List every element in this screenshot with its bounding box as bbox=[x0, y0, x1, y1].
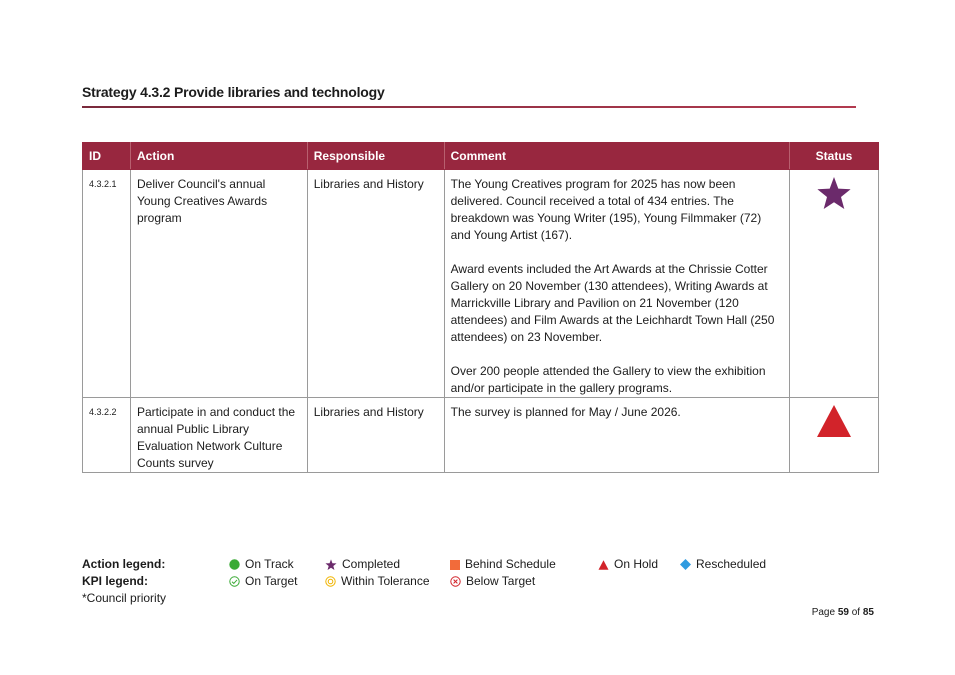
action-legend-label: Action legend: bbox=[82, 557, 166, 571]
legend-behind-schedule bbox=[450, 556, 556, 573]
current-page: 59 bbox=[837, 607, 849, 618]
legend-item-label: On Hold bbox=[614, 557, 659, 571]
row-comment bbox=[444, 170, 789, 398]
row-action: Deliver Council's annual Young Creatives Awards program bbox=[130, 170, 307, 398]
row-status bbox=[790, 398, 879, 473]
comment-paragraph: Over 200 people attended the Gallery to view the exhibition and/or participate in the gallery programs. bbox=[450, 364, 766, 395]
title-divider bbox=[82, 106, 856, 108]
row-status bbox=[790, 170, 879, 398]
table-header-row bbox=[83, 143, 879, 170]
legend-completed bbox=[325, 556, 400, 573]
strategy-title: Strategy 4.3.2 Provide libraries and technology bbox=[82, 84, 385, 100]
legend-on-hold bbox=[598, 556, 658, 573]
legend-item-label: Below Target bbox=[466, 574, 536, 588]
page-prefix: Page bbox=[811, 607, 836, 618]
legend-rescheduled bbox=[680, 556, 766, 573]
actions-table bbox=[82, 142, 879, 473]
legend-item-label: Rescheduled bbox=[696, 557, 767, 571]
comment-paragraph: The Young Creatives program for 2025 has now been delivered. Council received a total of 434 entries. The breakdown was Young Writer (195), Young Filmmaker (72) and Young Artist (167). bbox=[450, 177, 762, 242]
row-id: 4.3.2.2 bbox=[83, 398, 131, 473]
header-comment: Comment bbox=[444, 143, 789, 170]
row-id: 4.3.2.1 bbox=[83, 170, 131, 398]
row-action: Participate in and conduct the annual Public Library Evaluation Network Culture Counts survey bbox=[130, 398, 307, 473]
check-circle-icon bbox=[229, 576, 240, 587]
triangle-icon bbox=[816, 404, 852, 438]
legend-item-label: Within Tolerance bbox=[341, 574, 430, 588]
green-circle-icon bbox=[229, 559, 240, 570]
legend-on-target bbox=[229, 573, 297, 590]
row-comment bbox=[444, 398, 789, 473]
page-of: of bbox=[851, 607, 861, 618]
kpi-legend-label: KPI legend: bbox=[82, 574, 149, 588]
legend-item-label: Behind Schedule bbox=[465, 557, 556, 571]
council-priority-note: *Council priority bbox=[82, 591, 167, 605]
total-pages: 85 bbox=[862, 607, 874, 618]
row-responsible: Libraries and History bbox=[307, 398, 444, 473]
page-number bbox=[812, 607, 874, 618]
header-status: Status bbox=[790, 143, 879, 170]
comment-paragraph: The survey is planned for May / June 2026. bbox=[450, 405, 681, 419]
legend-on-track bbox=[229, 556, 294, 573]
star-icon bbox=[325, 559, 337, 571]
header-responsible: Responsible bbox=[307, 143, 444, 170]
legend-within-tolerance bbox=[325, 573, 430, 590]
header-id: ID bbox=[83, 143, 131, 170]
x-circle-icon bbox=[450, 576, 461, 587]
legend-item-label: On Target bbox=[245, 574, 298, 588]
legend-item-label: Completed bbox=[342, 557, 401, 571]
legend-item-label: On Track bbox=[245, 557, 294, 571]
comment-paragraph: Award events included the Art Awards at the Chrissie Cotter Gallery on 20 November (130 attendees), Writing Awards at Marrickville Library and Pavilion on 21 November (120 attendees) and Film Awards at the Leichhardt Town Hall (250 attendees) on 23 November. bbox=[450, 262, 775, 344]
ring-circle-icon bbox=[325, 576, 336, 587]
table-row bbox=[83, 398, 879, 473]
triangle-icon bbox=[598, 560, 609, 570]
legend-below-target bbox=[450, 573, 535, 590]
header-action: Action bbox=[130, 143, 307, 170]
star-icon bbox=[816, 176, 852, 212]
orange-square-icon bbox=[450, 560, 460, 570]
blue-diamond-icon bbox=[680, 559, 691, 570]
row-responsible: Libraries and History bbox=[307, 170, 444, 398]
table-row bbox=[83, 170, 879, 398]
